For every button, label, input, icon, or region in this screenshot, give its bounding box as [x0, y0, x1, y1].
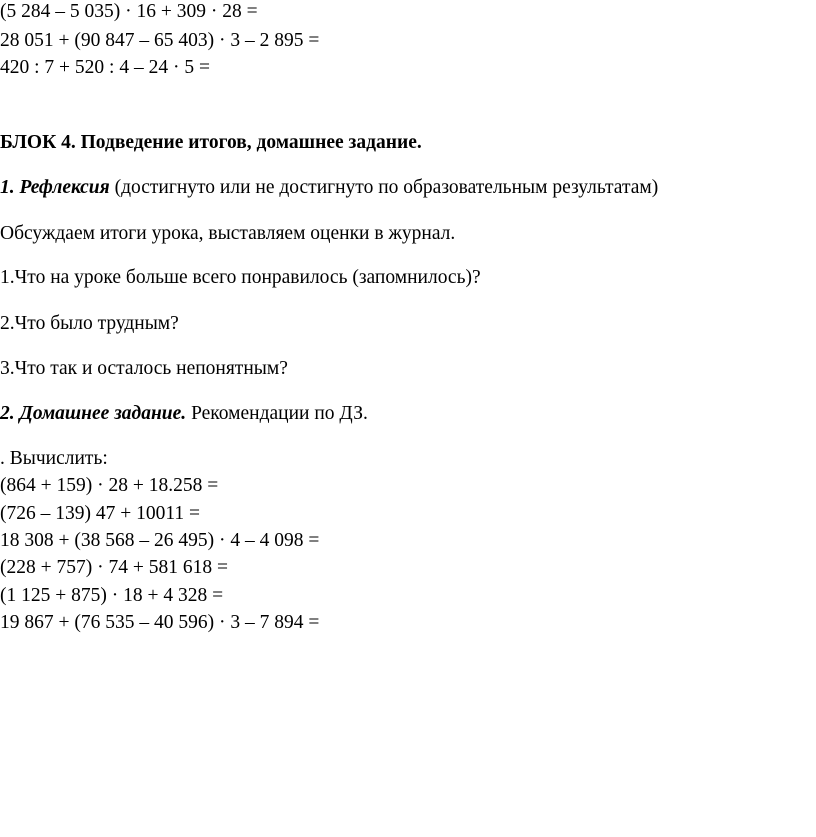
- question-line: 2.Что было трудным?: [0, 313, 179, 334]
- expression-line: 28 051 + (90 847 – 65 403) · 3 – 2 895 =: [0, 30, 320, 51]
- hw-expression-line: (1 125 + 875) · 18 + 4 328 =: [0, 585, 224, 606]
- hw-expression-line: (726 – 139) 47 + 10011 =: [0, 503, 201, 524]
- hw-expression-line: (228 + 757) · 74 + 581 618 =: [0, 557, 228, 578]
- question-line: 1.Что на уроке больше всего понравилось (запомнилось)?: [0, 267, 481, 288]
- hw-expression-line: 18 308 + (38 568 – 26 495) · 4 – 4 098 =: [0, 530, 320, 551]
- homework-line: [0, 402, 368, 426]
- reflection-text: (достигнуто или не достигнуто по образовательным результатам): [109, 177, 659, 198]
- hw-expression-line: 19 867 + (76 535 – 40 596) · 3 – 7 894 =: [0, 612, 320, 633]
- reflection-line: [0, 176, 658, 200]
- homework-text: Рекомендации по ДЗ.: [186, 403, 368, 424]
- expression-line: 420 : 7 + 520 : 4 – 24 · 5 =: [0, 57, 210, 78]
- hw-expression-line: (864 + 159) · 28 + 18.258 =: [0, 475, 219, 496]
- homework-label: 2. Домашнее задание.: [0, 403, 187, 424]
- reflection-label: 1. Рефлексия: [0, 177, 110, 198]
- calculate-label: . Вычислить:: [0, 448, 108, 469]
- discussion-text: Обсуждаем итоги урока, выставляем оценки в журнал.: [0, 223, 456, 244]
- question-line: 3.Что так и осталось непонятным?: [0, 358, 288, 379]
- block-heading: БЛОК 4. Подведение итогов, домашнее задание.: [0, 132, 422, 153]
- expression-line: (5 284 – 5 035) · 16 + 309 · 28 =: [0, 1, 258, 22]
